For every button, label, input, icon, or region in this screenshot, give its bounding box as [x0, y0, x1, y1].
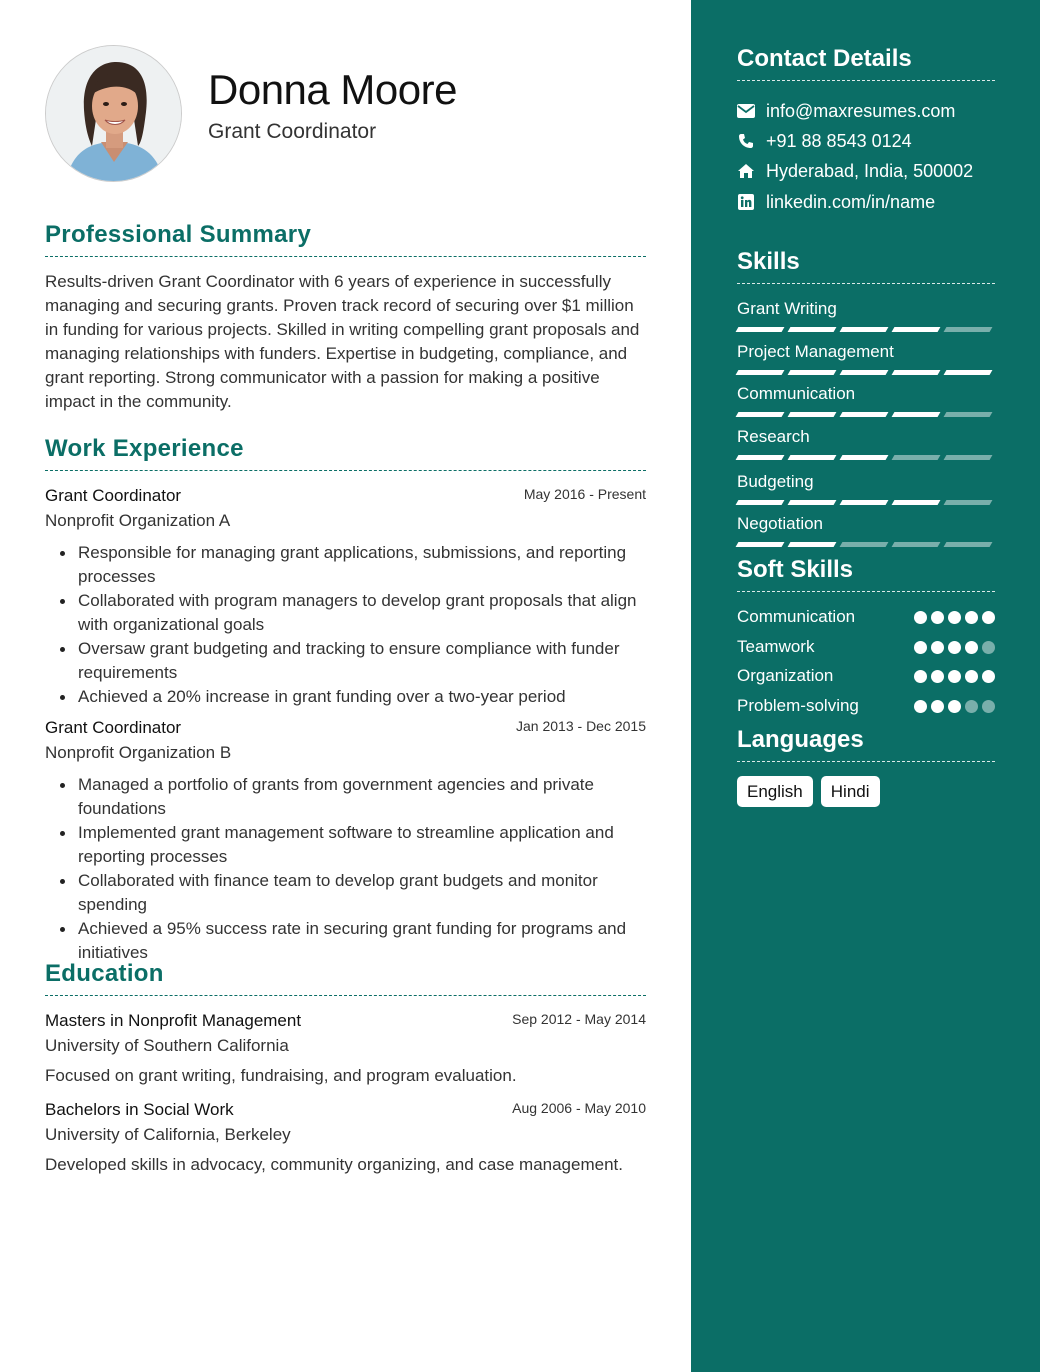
skill-level-segment [944, 455, 993, 460]
contact-divider [737, 80, 995, 81]
rating-dot [914, 700, 927, 713]
skill-level-segment [892, 500, 941, 505]
phone-icon [737, 132, 755, 150]
skill-level-bar [737, 412, 995, 417]
job-role: Grant Coordinator [45, 718, 182, 737]
skill-level-segment [892, 455, 941, 460]
skills-heading: Skills [737, 248, 800, 275]
skills-divider [737, 283, 995, 284]
skill-level-segment [892, 412, 941, 417]
skill-level-bar [737, 370, 995, 375]
profile-photo [45, 45, 182, 182]
skill-level-segment [736, 542, 785, 547]
job-bullet: Achieved a 95% success rate in securing grant funding for programs and initiatives [45, 917, 646, 965]
skill-level-segment [892, 542, 941, 547]
language-list [737, 776, 880, 807]
job-bullet: Achieved a 20% increase in grant funding over a two-year period [45, 685, 646, 709]
education-dates: Aug 2006 - May 2010 [512, 1100, 646, 1116]
skill-item [737, 514, 995, 547]
soft-skill-rating [914, 670, 995, 683]
skill-level-segment [788, 542, 837, 547]
linkedin-icon [737, 193, 755, 211]
education-dates: Sep 2012 - May 2014 [512, 1011, 646, 1027]
skill-level-segment [788, 500, 837, 505]
summary-heading: Professional Summary [45, 221, 312, 248]
skill-level-segment [944, 500, 993, 505]
rating-dot [914, 641, 927, 654]
job-entry [45, 718, 646, 965]
envelope-icon [737, 102, 755, 120]
education-divider [45, 995, 646, 996]
education-description: Developed skills in advocacy, community organizing, and case management. [45, 1155, 623, 1174]
job-bullets [45, 773, 646, 965]
skill-level-segment [840, 370, 889, 375]
skill-item [737, 342, 995, 375]
phone-text: +91 88 8543 0124 [766, 130, 912, 151]
skill-level-segment [788, 412, 837, 417]
address-text: Hyderabad, India, 500002 [766, 160, 974, 181]
rating-dot [948, 611, 961, 624]
education-entry [45, 1100, 646, 1177]
skill-level-segment [944, 542, 993, 547]
skill-level-segment [788, 370, 837, 375]
experience-divider [45, 470, 646, 471]
skill-level-segment [944, 412, 993, 417]
job-bullet: Collaborated with finance team to develop grant budgets and monitor spending [45, 869, 646, 917]
skill-level-segment [840, 542, 889, 547]
skill-level-segment [736, 327, 785, 332]
contact-linkedin[interactable] [737, 190, 935, 214]
skill-level-bar [737, 542, 995, 547]
soft-skill-item [737, 635, 995, 659]
skill-level-segment [892, 370, 941, 375]
degree-name: Masters in Nonprofit Management [45, 1011, 302, 1030]
rating-dot [931, 641, 944, 654]
linkedin-text: linkedin.com/in/name [766, 191, 936, 212]
contact-phone[interactable] [737, 129, 912, 153]
soft-skill-item [737, 694, 995, 718]
soft-skill-item [737, 664, 995, 688]
languages-heading: Languages [737, 726, 864, 753]
skill-item [737, 384, 995, 417]
soft-skill-rating [914, 700, 995, 713]
job-bullets [45, 541, 646, 709]
skill-level-segment [736, 370, 785, 375]
soft-skill-rating [914, 641, 995, 654]
contact-heading: Contact Details [737, 45, 912, 72]
skill-name: Communication [737, 384, 856, 403]
skill-name: Project Management [737, 342, 894, 361]
language-tag: Hindi [821, 776, 880, 807]
rating-dot [948, 670, 961, 683]
job-bullet: Managed a portfolio of grants from government agencies and private foundations [45, 773, 646, 821]
education-description: Focused on grant writing, fundraising, and program evaluation. [45, 1066, 517, 1085]
soft-skill-name: Teamwork [737, 637, 815, 656]
skill-level-segment [840, 412, 889, 417]
skill-level-segment [736, 455, 785, 460]
candidate-title: Grant Coordinator [208, 120, 377, 143]
skill-level-segment [736, 412, 785, 417]
soft-skill-name: Communication [737, 607, 856, 626]
skill-level-segment [944, 370, 993, 375]
rating-dot [948, 641, 961, 654]
rating-dot [914, 670, 927, 683]
soft-skill-name: Problem-solving [737, 696, 859, 715]
skill-level-bar [737, 455, 995, 460]
contact-address [737, 159, 973, 183]
skill-item [737, 299, 995, 332]
rating-dot [914, 611, 927, 624]
school-name: University of California, Berkeley [45, 1125, 291, 1144]
job-dates: Jan 2013 - Dec 2015 [516, 718, 646, 734]
skill-name: Research [737, 427, 810, 446]
skill-level-segment [944, 327, 993, 332]
soft-skills-heading: Soft Skills [737, 556, 854, 583]
job-bullet: Collaborated with program managers to develop grant proposals that align with organizational goals [45, 589, 646, 637]
rating-dot [965, 641, 978, 654]
skill-item [737, 472, 995, 505]
job-entry [45, 486, 646, 709]
rating-dot [982, 611, 995, 624]
job-bullet: Oversaw grant budgeting and tracking to ensure compliance with funder requirements [45, 637, 646, 685]
job-bullet: Responsible for managing grant applications, submissions, and reporting processes [45, 541, 646, 589]
sidebar [691, 0, 1040, 1372]
language-tag: English [737, 776, 813, 807]
person-avatar-icon [46, 46, 182, 182]
rating-dot [965, 670, 978, 683]
candidate-name: Donna Moore [208, 66, 457, 113]
skill-level-bar [737, 327, 995, 332]
summary-divider [45, 256, 646, 257]
skill-level-segment [788, 327, 837, 332]
soft-skill-item [737, 605, 995, 629]
home-icon [737, 162, 755, 180]
soft-skill-rating [914, 611, 995, 624]
rating-dot [948, 700, 961, 713]
experience-heading: Work Experience [45, 435, 244, 462]
languages-divider [737, 761, 995, 762]
skill-name: Budgeting [737, 472, 814, 491]
degree-name: Bachelors in Social Work [45, 1100, 234, 1119]
rating-dot [931, 611, 944, 624]
contact-email[interactable] [737, 99, 955, 123]
skill-level-segment [892, 327, 941, 332]
skill-name: Negotiation [737, 514, 824, 533]
rating-dot [965, 611, 978, 624]
skill-item [737, 427, 995, 460]
education-entry [45, 1011, 646, 1088]
rating-dot [982, 641, 995, 654]
job-organization: Nonprofit Organization A [45, 511, 231, 530]
job-bullet: Implemented grant management software to streamline application and reporting processes [45, 821, 646, 869]
rating-dot [931, 670, 944, 683]
skill-level-segment [840, 500, 889, 505]
email-text: info@maxresumes.com [766, 100, 956, 121]
skill-name: Grant Writing [737, 299, 837, 318]
rating-dot [931, 700, 944, 713]
skill-level-segment [840, 327, 889, 332]
job-dates: May 2016 - Present [523, 486, 646, 502]
job-organization: Nonprofit Organization B [45, 743, 232, 762]
rating-dot [965, 700, 978, 713]
job-role: Grant Coordinator [45, 486, 182, 505]
summary-text: Results-driven Grant Coordinator with 6 years of experience in successfully managing and securing grants. Proven track record of securing over $1 million in funding for various projects. Skilled in writing compelling grant proposals and managing relationships with funders. Expertise in budgeting, compliance, and grant reporting. Strong communicator with a passion for making a positive impact in the community. [45, 272, 640, 411]
school-name: University of Southern California [45, 1036, 289, 1055]
rating-dot [982, 670, 995, 683]
education-heading: Education [45, 960, 164, 987]
soft-skill-name: Organization [737, 666, 834, 685]
rating-dot [982, 700, 995, 713]
skill-level-segment [788, 455, 837, 460]
soft-skills-divider [737, 591, 995, 592]
skill-level-bar [737, 500, 995, 505]
skill-level-segment [736, 500, 785, 505]
skill-level-segment [840, 455, 889, 460]
